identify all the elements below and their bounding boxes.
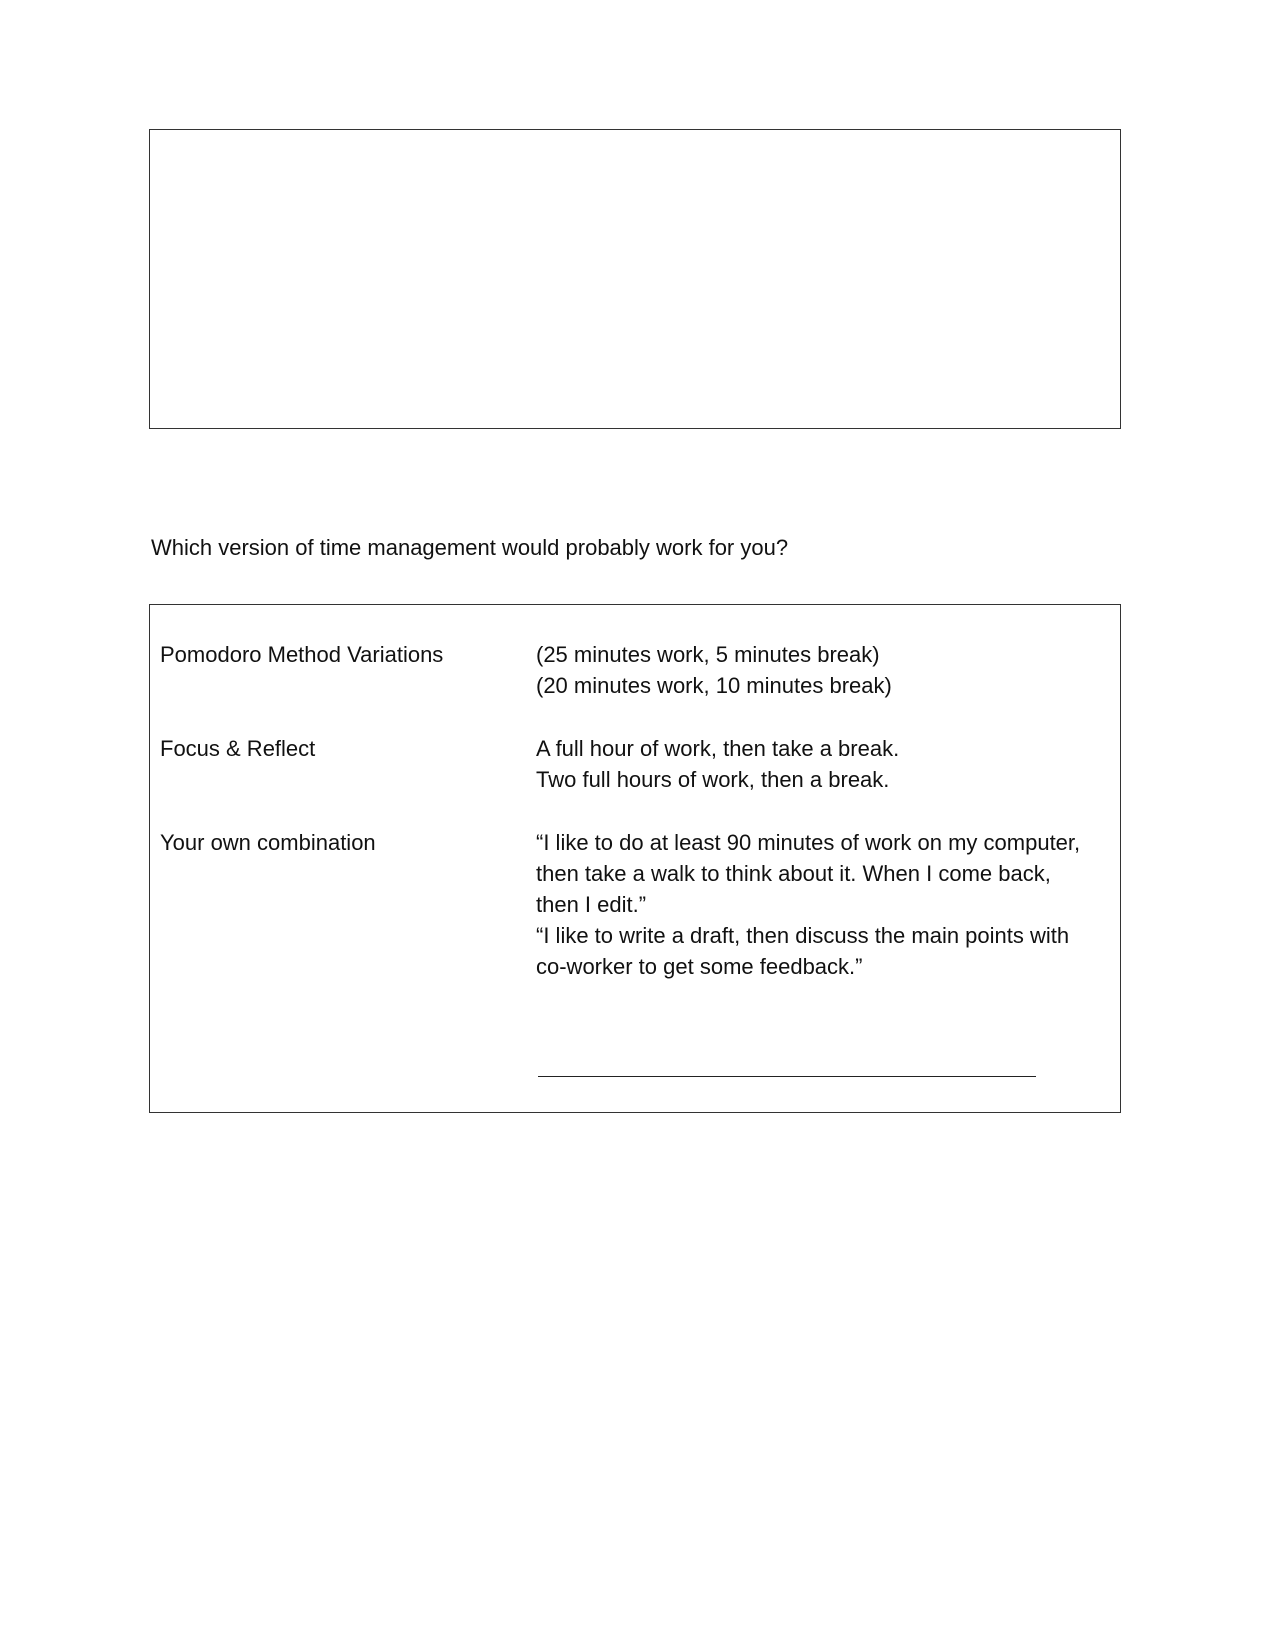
option-label: Focus & Reflect — [160, 736, 316, 761]
options-table — [149, 604, 1121, 1113]
option-description — [536, 827, 1116, 982]
option-label: Your own combination — [160, 830, 376, 855]
description-line: (20 minutes work, 10 minutes break) — [536, 673, 892, 698]
option-description — [536, 733, 1116, 795]
description-line: then take a walk to think about it. When I come back, — [536, 861, 1051, 886]
description-line: “I like to do at least 90 minutes of work on my computer, — [536, 830, 1081, 855]
description-line: “I like to write a draft, then discuss the main points with — [536, 923, 1070, 948]
description-line: Two full hours of work, then a break. — [536, 767, 890, 792]
question-prompt: Which version of time management would probably work for you? — [151, 535, 789, 560]
empty-response-box[interactable] — [149, 129, 1121, 429]
option-description — [536, 639, 1116, 701]
fill-in-blank-line[interactable] — [538, 1076, 1036, 1077]
description-line: A full hour of work, then take a break. — [536, 736, 900, 761]
description-line: (25 minutes work, 5 minutes break) — [536, 642, 880, 667]
description-line: then I edit.” — [536, 892, 647, 917]
description-line: co-worker to get some feedback.” — [536, 954, 863, 979]
option-label: Pomodoro Method Variations — [160, 642, 444, 667]
